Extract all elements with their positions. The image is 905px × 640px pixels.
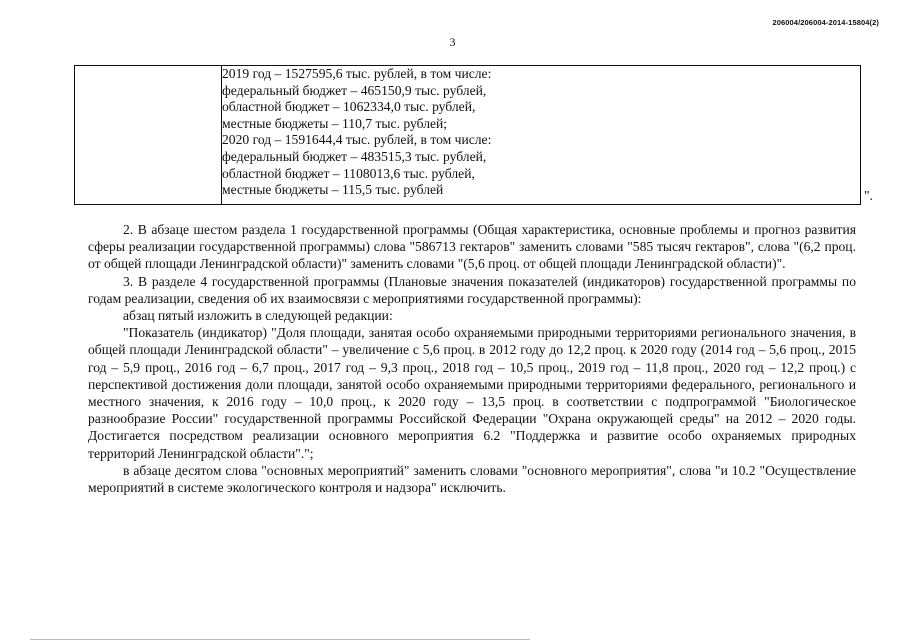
budget-line: местные бюджеты – 115,5 тыс. рублей [222, 182, 444, 198]
budget-line: федеральный бюджет – 483515,3 тыс. рублей, [222, 148, 487, 164]
table-row [75, 66, 861, 205]
budget-line: федеральный бюджет – 465150,9 тыс. рублей, [222, 82, 487, 98]
paragraph-item-3: 3. В разделе 4 государственной программы (Плановые значения показателей (индикаторов) государственной программы по годам реализации, сведения об их взаимосвязи с мероприятиями государственной программы): [88, 273, 856, 306]
table-cell-budget [222, 66, 861, 205]
budget-line: областной бюджет – 1062334,0 тыс. рублей, [222, 99, 476, 115]
document-body [88, 221, 856, 496]
budget-line: 2019 год – 1527595,6 тыс. рублей, в том числе: [222, 66, 492, 81]
paragraph-instruction: абзац пятый изложить в следующей редакции: [123, 308, 393, 324]
paragraph-indicator: "Показатель (индикатор) "Доля площади, занятая особо охраняемыми природными территориями регионального значения, в общей площади Ленинградской области" – увеличение с 5,6 проц. в 2012 году до 12,2 проц. к 2020 году (2014 год – 5,6 проц., 2015 год – 5,9 проц., 2016 год – 6,7 проц., 2017 год – 9,3 проц., 2018 год – 10,5 проц., 2019 год – 11,8 проц., 2020 год – 12,2 проц.) с перспективой достижения доли площади, занятой особо охраняемыми природными территориями федерального, регионального и местного значения, к 2016 году – 10,0 проц., к 2020 году – 13,5 проц. в соответствии с подпрограммой "Биологическое разнообразие России" государственной программы Российской Федерации "Охрана окружающей среды" на 2012 – 2020 годы. Достигается посредством реализации основного мероприятия 6.2 "Поддержка и развитие особо охраняемых природных территорий Ленинградской области"."; [88, 325, 856, 461]
paragraph-item-2: 2. В абзаце шестом раздела 1 государственной программы (Общая характеристика, основные проблемы и прогноз развития сферы реализации государственной программы) слова "586713 гектаров" заменить словами "585 тысяч гектаров", слова "(6,2 проц. от общей площади Ленинградской области)" заменить словами "(5,6 проц. от общей площади Ленинградской области)". [88, 222, 856, 272]
budget-table [74, 65, 861, 205]
paragraph-tenth: в абзаце десятом слова "основных мероприятий" заменить словами "основного мероприятия", слова "и 10.2 "Осуществление мероприятий в системе экологического контроля и надзора" исключить. [88, 462, 856, 496]
budget-line: 2020 год – 1591644,4 тыс. рублей, в том числе: [222, 132, 492, 148]
page-number: 3 [449, 35, 456, 49]
table-cell-empty [75, 66, 222, 205]
budget-line: местные бюджеты – 110,7 тыс. рублей; [222, 115, 448, 131]
budget-line: областной бюджет – 1108013,6 тыс. рублей, [222, 165, 475, 181]
document-id: 206004/206004-2014-15804(2) [772, 18, 879, 27]
closing-quote: ". [864, 188, 873, 203]
